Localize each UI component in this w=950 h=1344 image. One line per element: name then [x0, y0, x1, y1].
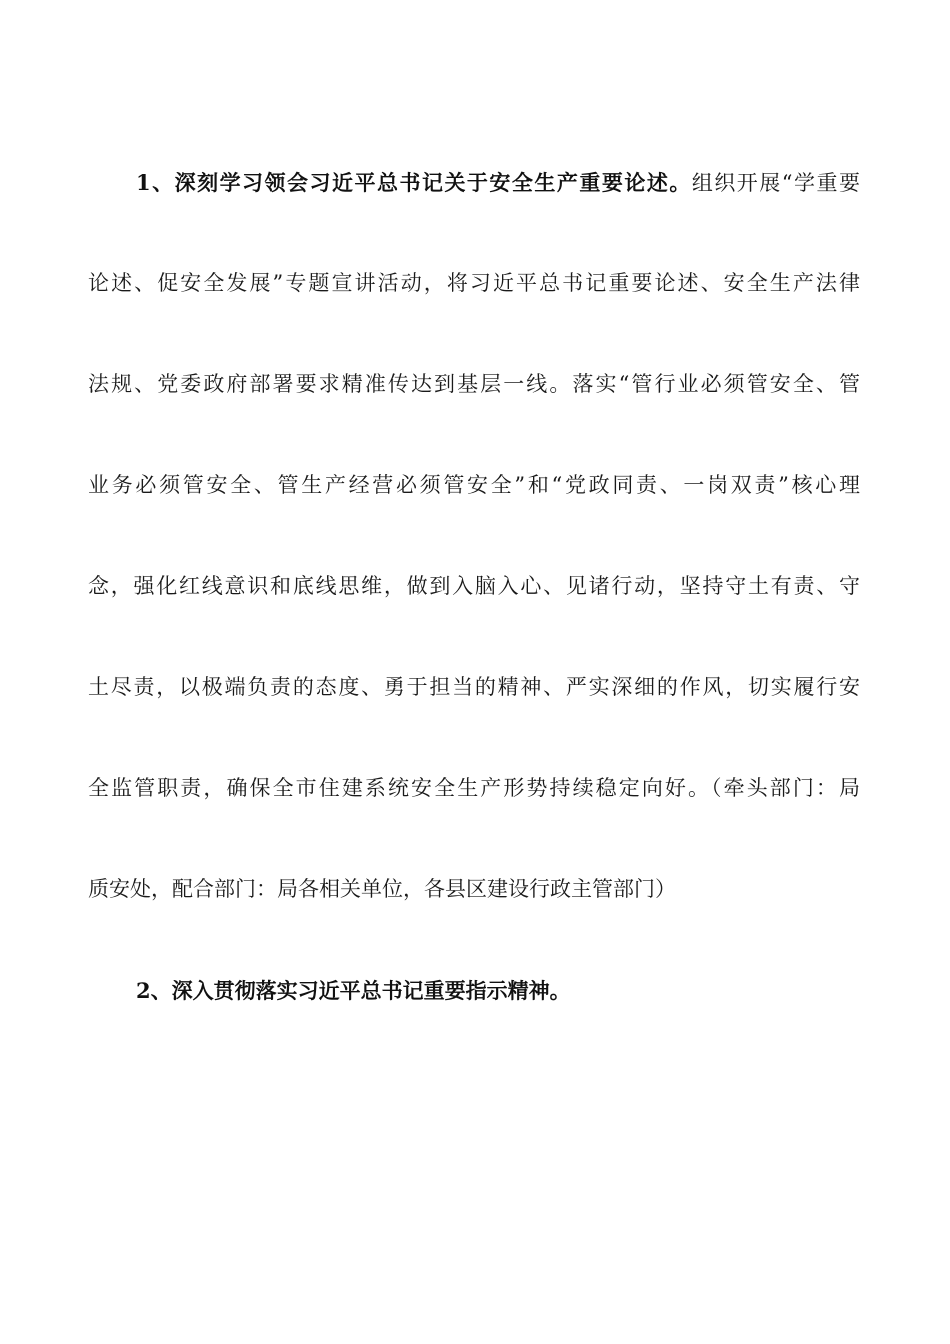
item-1-paragraph	[88, 132, 860, 940]
paragraph-line: 法规、党委政府部署要求精准传达到基层一线。落实“管行业必须管安全、管	[88, 372, 860, 396]
paragraph-line: 全监管职责，确保全市住建系统安全生产形势持续稳定向好。（牵头部门：局	[88, 776, 860, 800]
item-2-heading: 2、深入贯彻落实习近平总书记重要指示精神。	[136, 978, 571, 1003]
paragraph-line: 质安处，配合部门：局各相关单位，各县区建设行政主管部门）	[88, 877, 676, 901]
document-body	[88, 132, 860, 1041]
paragraph-line: 论述、促安全发展”专题宣讲活动，将习近平总书记重要论述、安全生产法律	[88, 271, 860, 295]
paragraph-line	[88, 132, 860, 233]
item-1-heading: 1、深刻学习领会习近平总书记关于安全生产重要论述。	[136, 170, 692, 195]
paragraph-line: 念，强化红线意识和底线思维，做到入脑入心、见诸行动，坚持守土有责、守	[88, 574, 860, 598]
paragraph-line: 土尽责，以极端负责的态度、勇于担当的精神、严实深细的作风，切实履行安	[88, 675, 860, 699]
paragraph-line: 业务必须管安全、管生产经营必须管安全”和“党政同责、一岗双责”核心理	[88, 473, 860, 497]
paragraph-text: 组织开展“学重要	[691, 171, 860, 195]
